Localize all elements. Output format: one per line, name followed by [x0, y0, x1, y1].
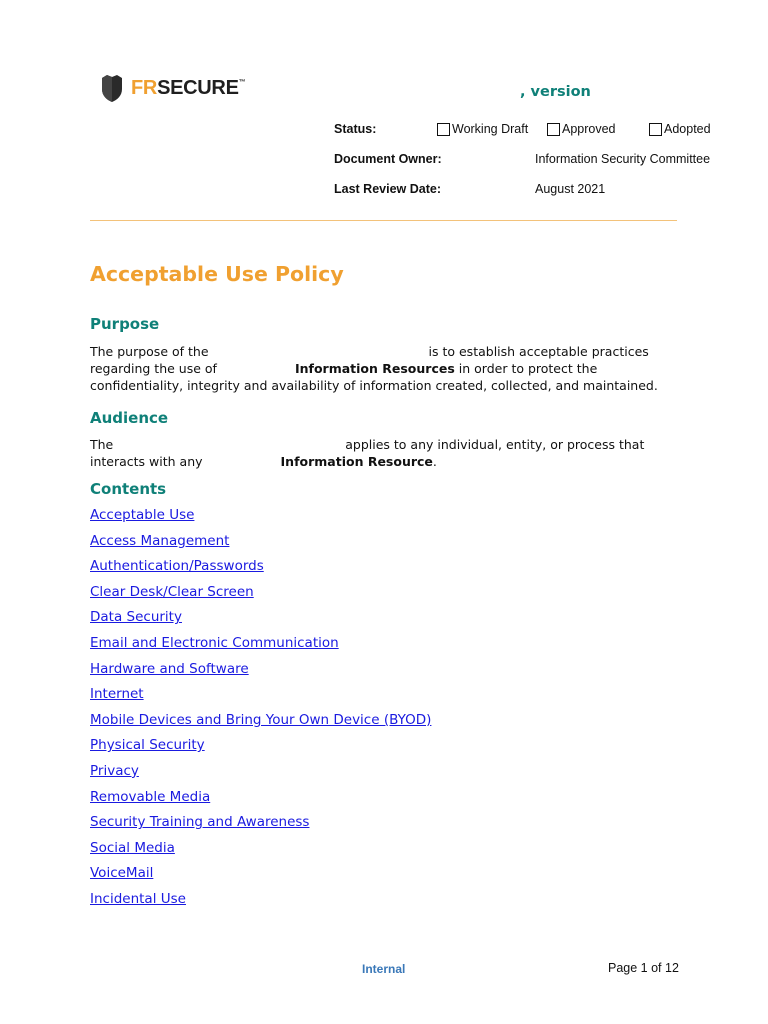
toc-link-incidental-use[interactable]: Incidental Use — [90, 890, 186, 907]
toc-item — [90, 506, 431, 532]
status-approved-checkbox[interactable]: Approved — [547, 122, 616, 136]
toc-link-social-media[interactable]: Social Media — [90, 839, 175, 856]
checkbox-box[interactable] — [437, 123, 450, 136]
toc-item — [90, 890, 431, 916]
toc-item — [90, 608, 431, 634]
toc-link-mobile-byod[interactable]: Mobile Devices and Bring Your Own Device (BYOD) — [90, 711, 432, 728]
document-owner-label: Document Owner: — [334, 152, 442, 166]
status-adopted-checkbox[interactable]: Adopted — [649, 122, 711, 136]
audience-heading: Audience — [90, 409, 169, 427]
toc-item — [90, 864, 431, 890]
company-logo — [101, 74, 245, 103]
toc-link-authentication-passwords[interactable]: Authentication/Passwords — [90, 558, 264, 575]
toc-link-acceptable-use[interactable]: Acceptable Use — [90, 507, 195, 523]
toc-item — [90, 583, 431, 609]
status-label: Status: — [334, 122, 377, 136]
toc-item — [90, 532, 431, 558]
classification-label: Internal — [362, 962, 406, 976]
toc-item — [90, 736, 431, 762]
toc-item — [90, 839, 431, 865]
last-review-date-value: August 2021 — [535, 182, 606, 196]
toc-link-clear-desk[interactable]: Clear Desk/Clear Screen — [90, 583, 254, 600]
toc-item — [90, 660, 431, 686]
toc-link-voicemail[interactable]: VoiceMail — [90, 865, 154, 882]
toc-item — [90, 634, 431, 660]
document-owner-value: Information Security Committee — [535, 152, 711, 166]
toc-item — [90, 557, 431, 583]
toc-link-internet[interactable]: Internet — [90, 686, 144, 703]
logo-wordmark: FRSECURE™ — [131, 77, 246, 99]
toc-item — [90, 685, 431, 711]
toc-link-removable-media[interactable]: Removable Media — [90, 788, 211, 805]
checkbox-box[interactable] — [547, 123, 560, 136]
document-title: Acceptable Use Policy — [90, 262, 344, 286]
audience-paragraph: The applies to any individual, entity, or process that interacts with any Information Resource. — [90, 437, 645, 469]
toc-link-security-training[interactable]: Security Training and Awareness — [90, 814, 310, 831]
page-number: Page 1 of 12 — [608, 961, 679, 975]
toc-item — [90, 788, 431, 814]
table-of-contents — [90, 506, 431, 916]
toc-link-physical-security[interactable]: Physical Security — [90, 737, 205, 754]
toc-link-hardware-software[interactable]: Hardware and Software — [90, 660, 249, 677]
purpose-paragraph: The purpose of the is to establish acceptable practices regarding the use of Information Resources in order to protect the confidentiality, integrity and availability of information created, collected, and maintained. — [90, 344, 658, 393]
toc-link-email[interactable]: Email and Electronic Communication — [90, 634, 339, 651]
header-divider — [90, 220, 677, 221]
version-label: , version — [520, 84, 591, 100]
shield-icon — [101, 74, 123, 103]
toc-link-access-management[interactable]: Access Management — [90, 532, 230, 549]
status-working-draft-checkbox[interactable]: Working Draft — [437, 122, 528, 136]
toc-item — [90, 711, 431, 737]
toc-link-data-security[interactable]: Data Security — [90, 609, 182, 626]
checkbox-box[interactable] — [649, 123, 662, 136]
contents-heading: Contents — [90, 480, 167, 498]
purpose-heading: Purpose — [90, 315, 160, 333]
toc-link-privacy[interactable]: Privacy — [90, 762, 139, 779]
toc-item — [90, 762, 431, 788]
toc-item — [90, 813, 431, 839]
last-review-date-label: Last Review Date: — [334, 182, 441, 196]
